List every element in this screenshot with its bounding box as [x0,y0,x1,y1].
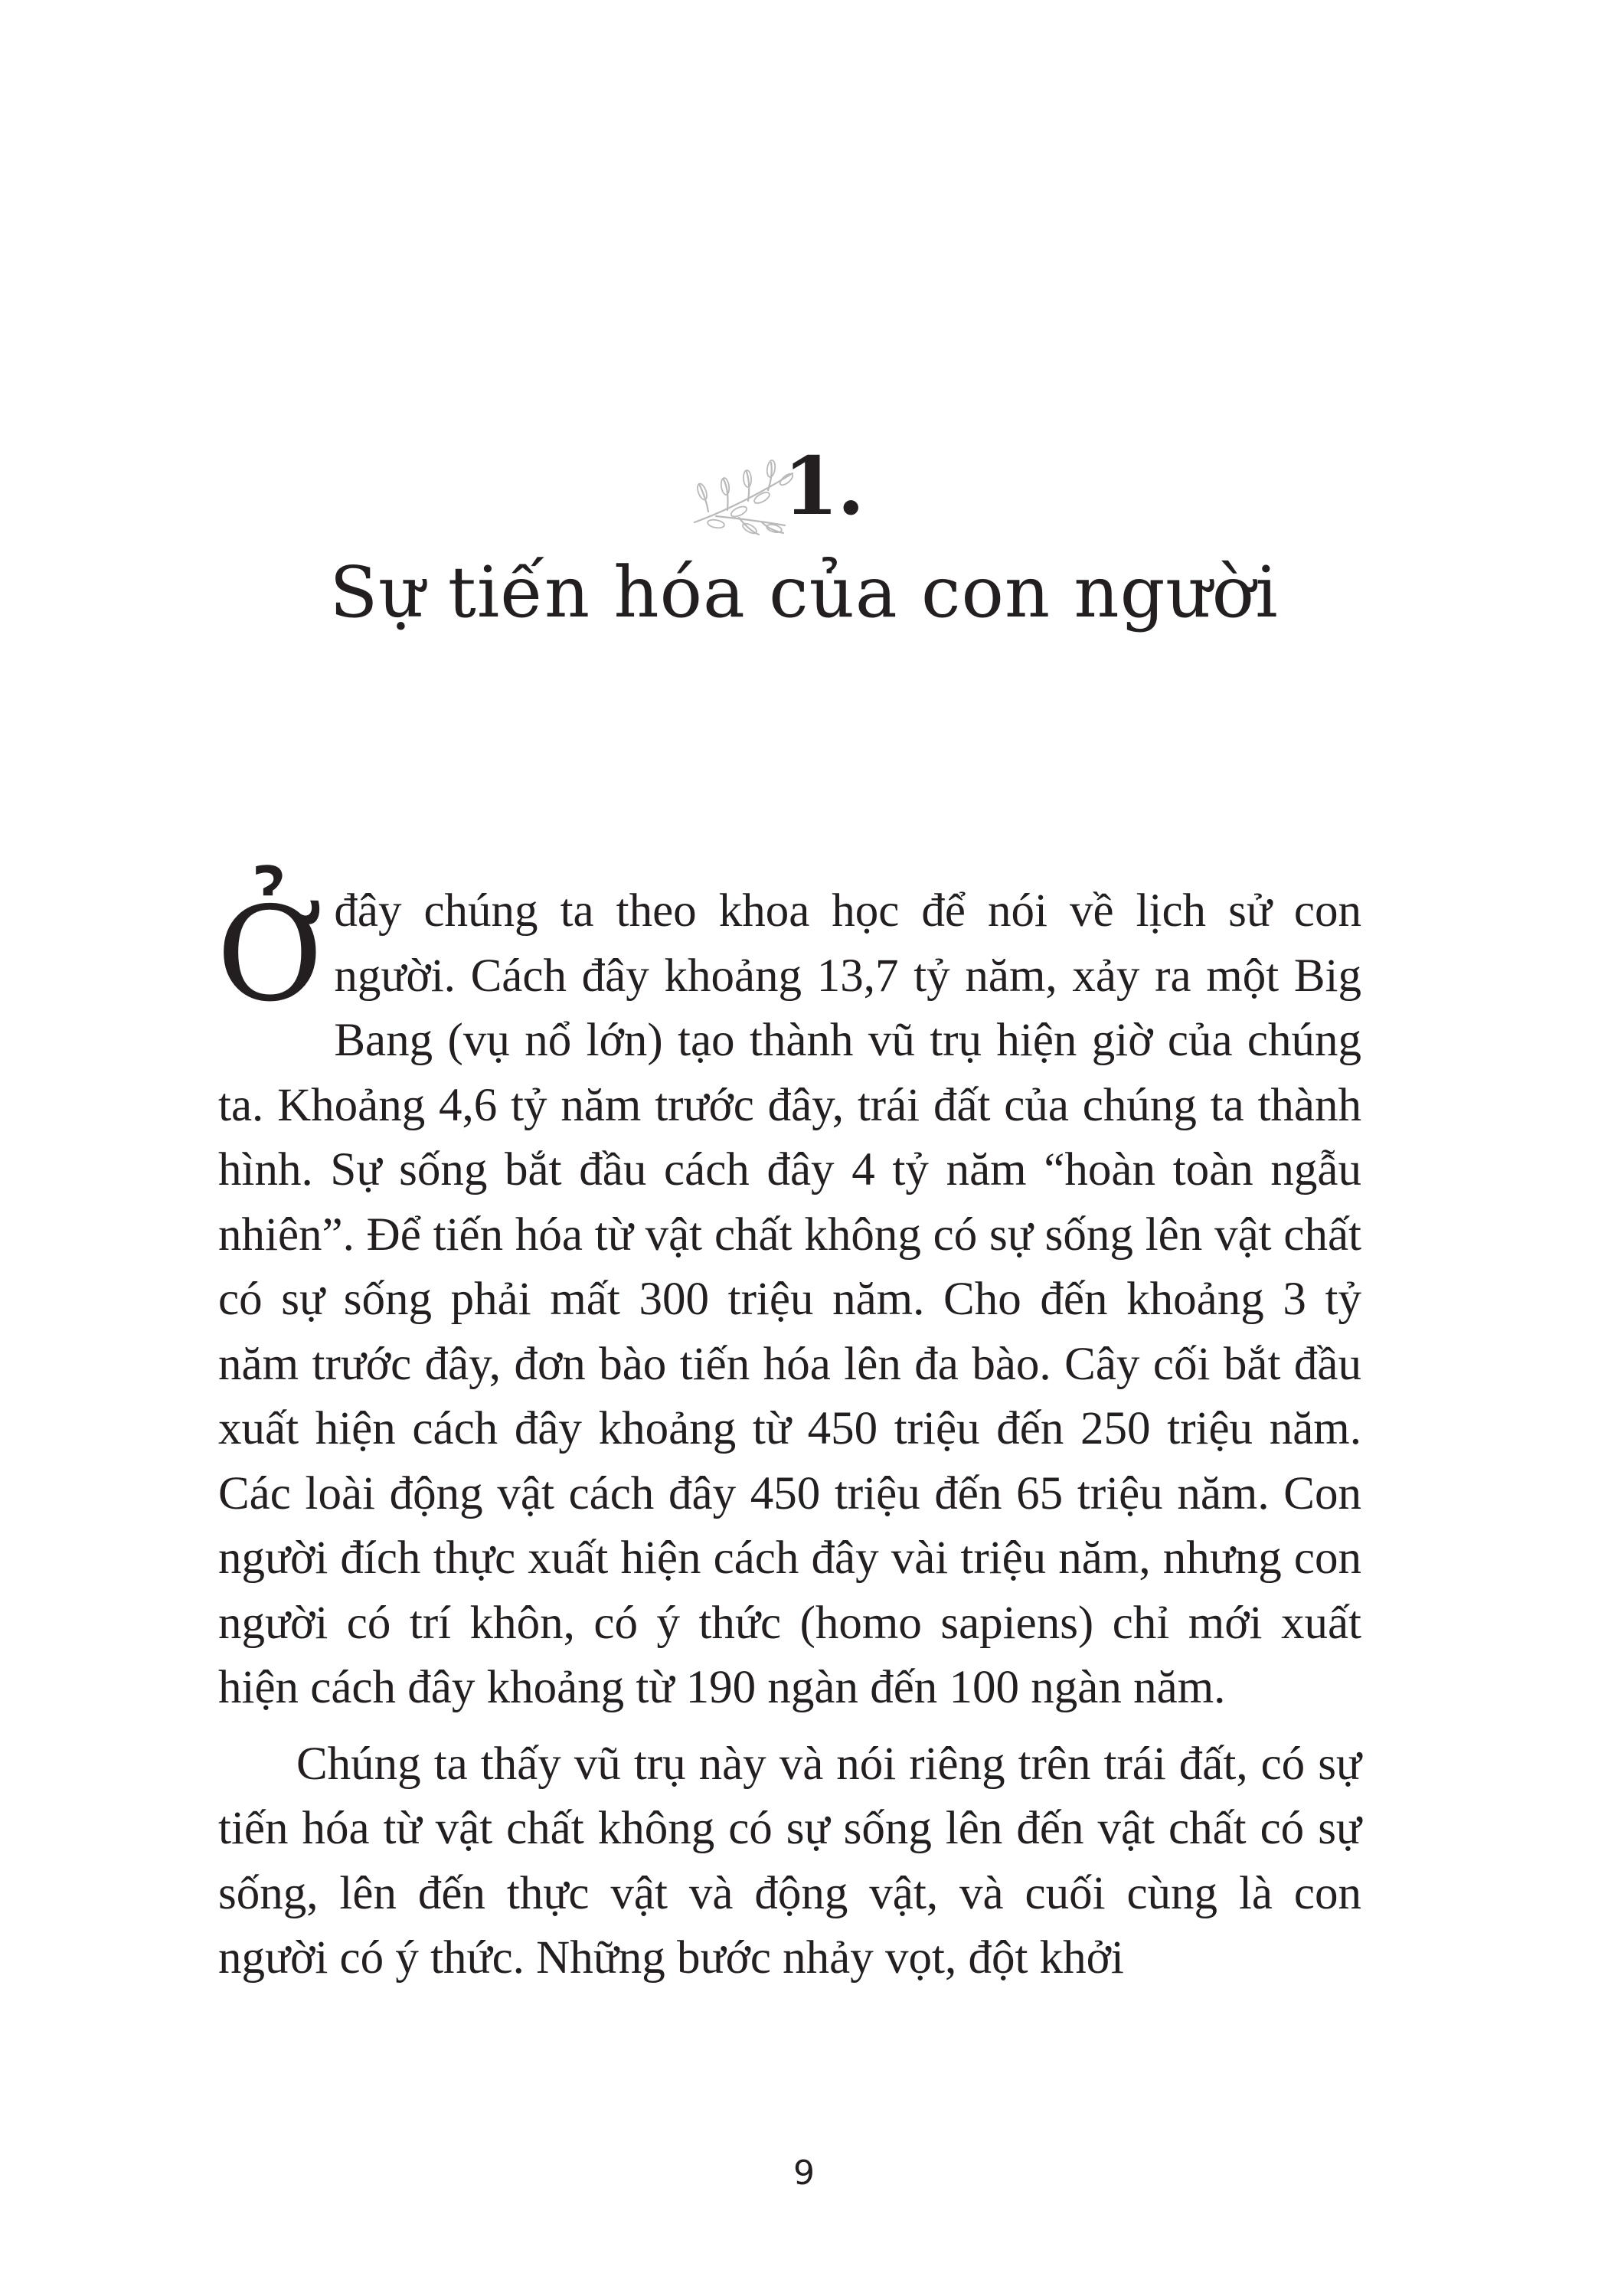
paragraph [218,879,1361,1721]
paragraph-text: đây chúng ta theo khoa học để nói về lịch sử con người. Cách đây khoảng 13,7 tỷ năm, xảy ra một Big Bang (vụ nổ lớn) tạo thành vũ trụ hiện giờ của chúng ta. Khoảng 4,6 tỷ năm trước đây, trái đất của chúng ta thành hình. Sự sống bắt đầu cách đây 4 tỷ năm “hoàn toàn ngẫu nhiên”. Để tiến hóa từ vật chất không có sự sống lên vật chất có sự sống phải mất 300 triệu năm. Cho đến khoảng 3 tỷ năm trước đây, đơn bào tiến hóa lên đa bào. Cây cối bắt đầu xuất hiện cách đây khoảng từ 450 triệu đến 250 triệu năm. Các loài động vật cách đây 450 triệu đến 65 triệu năm. Con người đích thực xuất hiện cách đây vài triệu năm, nhưng con người có trí khôn, có ý thức (homo sapiens) chỉ mới xuất hiện cách đây khoảng từ 190 ngàn đến 100 ngàn năm. [218,885,1361,1713]
chapter-number: 1. [783,439,864,533]
chapter-heading [0,429,1608,544]
drop-cap: Ở [217,879,324,1031]
chapter-title: Sự tiến hóa của con người [329,551,1279,633]
paragraph: Chúng ta thấy vũ trụ này và nói riêng trên trái đất, có sự tiến hóa từ vật chất không có sự sống lên đến vật chất có sự sống, lên đến thực vật và động vật, và cuối cùng là con người có ý thức. Những bước nhảy vọt, đột khởi [218,1738,1361,1984]
chapter-number-block [745,429,864,544]
page-number: 9 [793,2154,815,2193]
chapter-body [218,879,1361,1991]
